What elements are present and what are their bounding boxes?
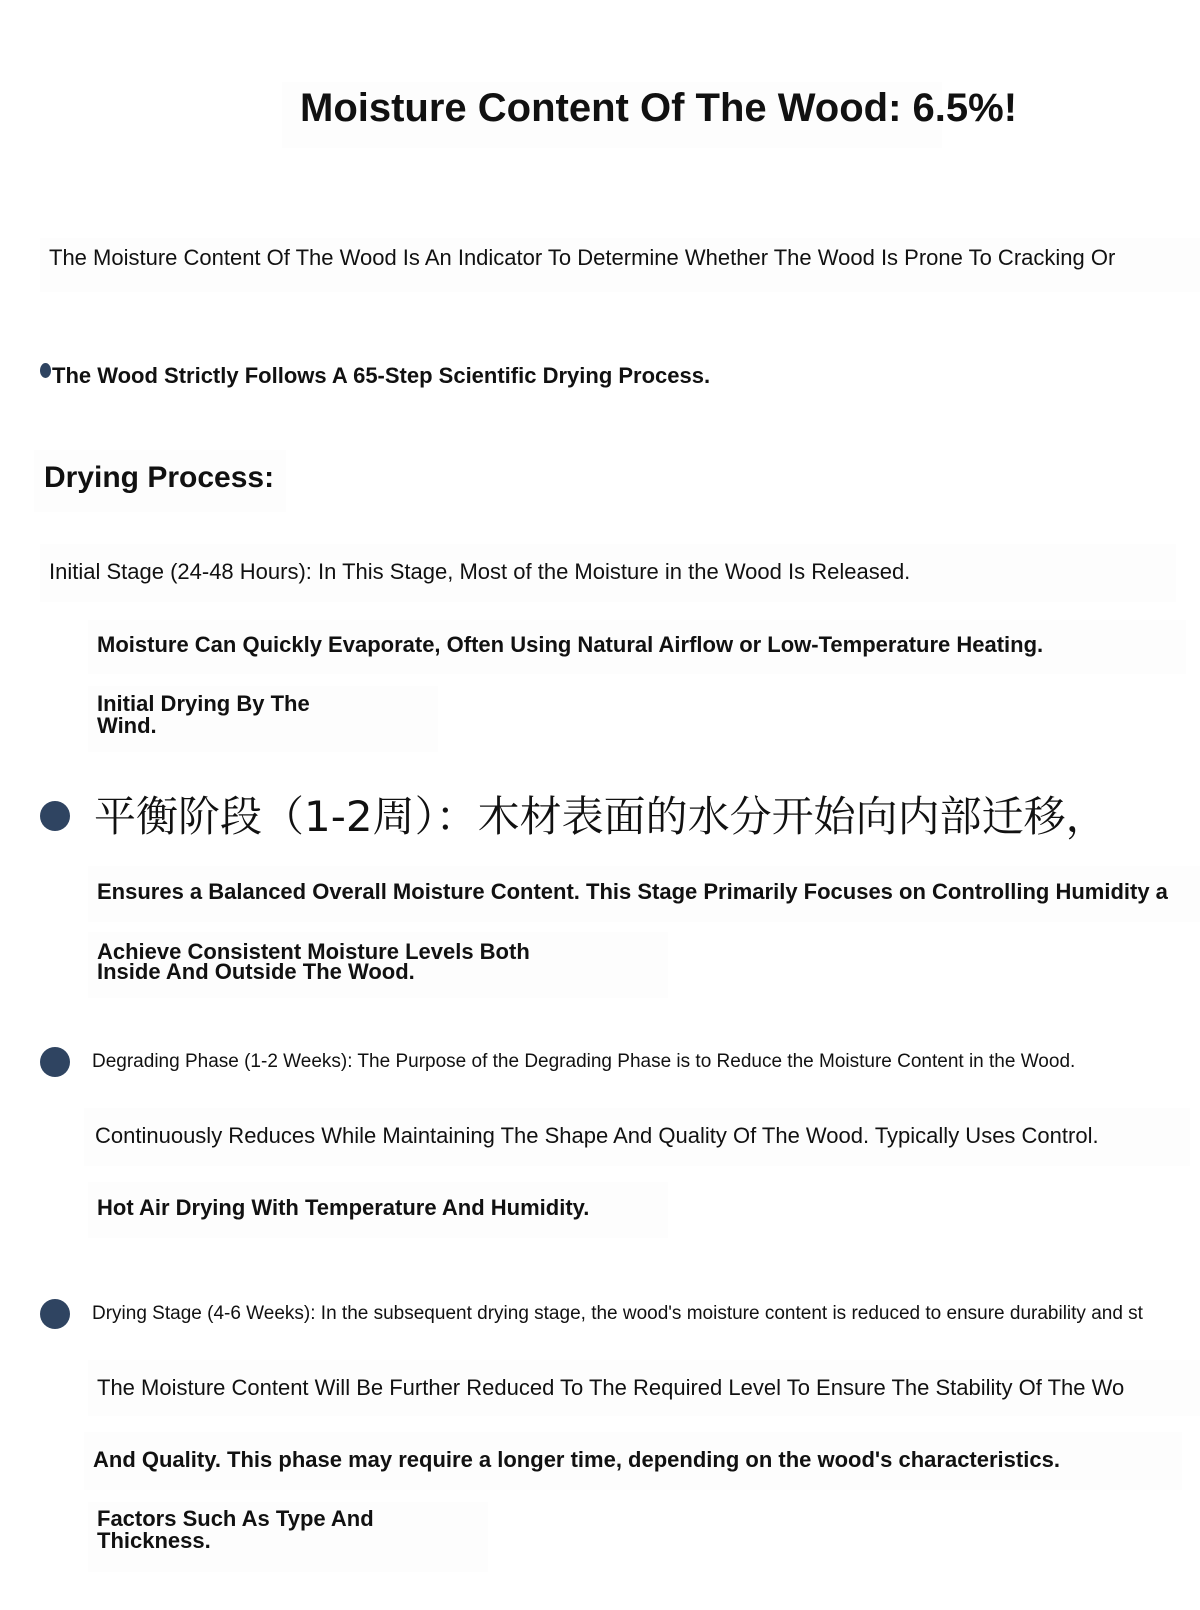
stage-balance-main: 平衡阶段（1-2周）：木材表面的水分开始向内部迁移， <box>94 792 1108 841</box>
stage-degrading-main: Degrading Phase (1-2 Weeks): The Purpose of the Degrading Phase is to Reduce the Moisture Content in the Wood. <box>92 1051 1076 1072</box>
stage-initial-note-line2: Wind. <box>97 713 157 738</box>
section-heading: Drying Process: <box>34 450 286 512</box>
bullet-icon <box>40 801 70 831</box>
bullet-icon <box>40 1047 70 1077</box>
stage-balance-detail: Ensures a Balanced Overall Moisture Content. This Stage Primarily Focuses on Controlling Humidity a <box>88 866 1200 922</box>
stage-drying-note: And Quality. This phase may require a longer time, depending on the wood's characteristics. <box>84 1432 1182 1490</box>
stage-initial-detail: Moisture Can Quickly Evaporate, Often Using Natural Airflow or Low-Temperature Heating. <box>88 620 1186 674</box>
stage-drying-factors-line2: Thickness. <box>97 1528 211 1553</box>
stage-initial-note-line1: Initial Drying By The <box>97 691 310 716</box>
stage-initial-note <box>88 686 438 752</box>
stage-balance-note-line1: Achieve Consistent Moisture Levels Both <box>97 939 530 964</box>
stage-degrading-detail: Continuously Reduces While Maintaining The Shape And Quality Of The Wood. Typically Uses Control. <box>84 1108 1190 1166</box>
stage-degrading-note: Hot Air Drying With Temperature And Humidity. <box>88 1182 668 1238</box>
steps-note: The Wood Strictly Follows A 65-Step Scientific Drying Process. <box>52 363 711 388</box>
intro-text: The Moisture Content Of The Wood Is An Indicator To Determine Whether The Wood Is Prone To Cracking Or <box>40 238 1200 292</box>
stage-drying-detail: The Moisture Content Will Be Further Reduced To The Required Level To Ensure The Stability Of The Wo <box>88 1360 1200 1416</box>
stage-initial-main: Initial Stage (24-48 Hours): In This Stage, Most of the Moisture in the Wood Is Released. <box>40 544 1176 602</box>
stage-drying-factors <box>88 1502 488 1572</box>
bullet-icon <box>40 1299 70 1329</box>
stage-drying-factors-line1: Factors Such As Type And <box>97 1506 374 1531</box>
page-title: Moisture Content Of The Wood: 6.5%! <box>282 82 942 148</box>
stage-drying-main: Drying Stage (4-6 Weeks): In the subsequent drying stage, the wood's moisture content is reduced to ensure durability and st <box>92 1303 1143 1324</box>
stage-balance-note <box>88 932 668 998</box>
stage-balance-note-line2: Inside And Outside The Wood. <box>97 958 415 984</box>
